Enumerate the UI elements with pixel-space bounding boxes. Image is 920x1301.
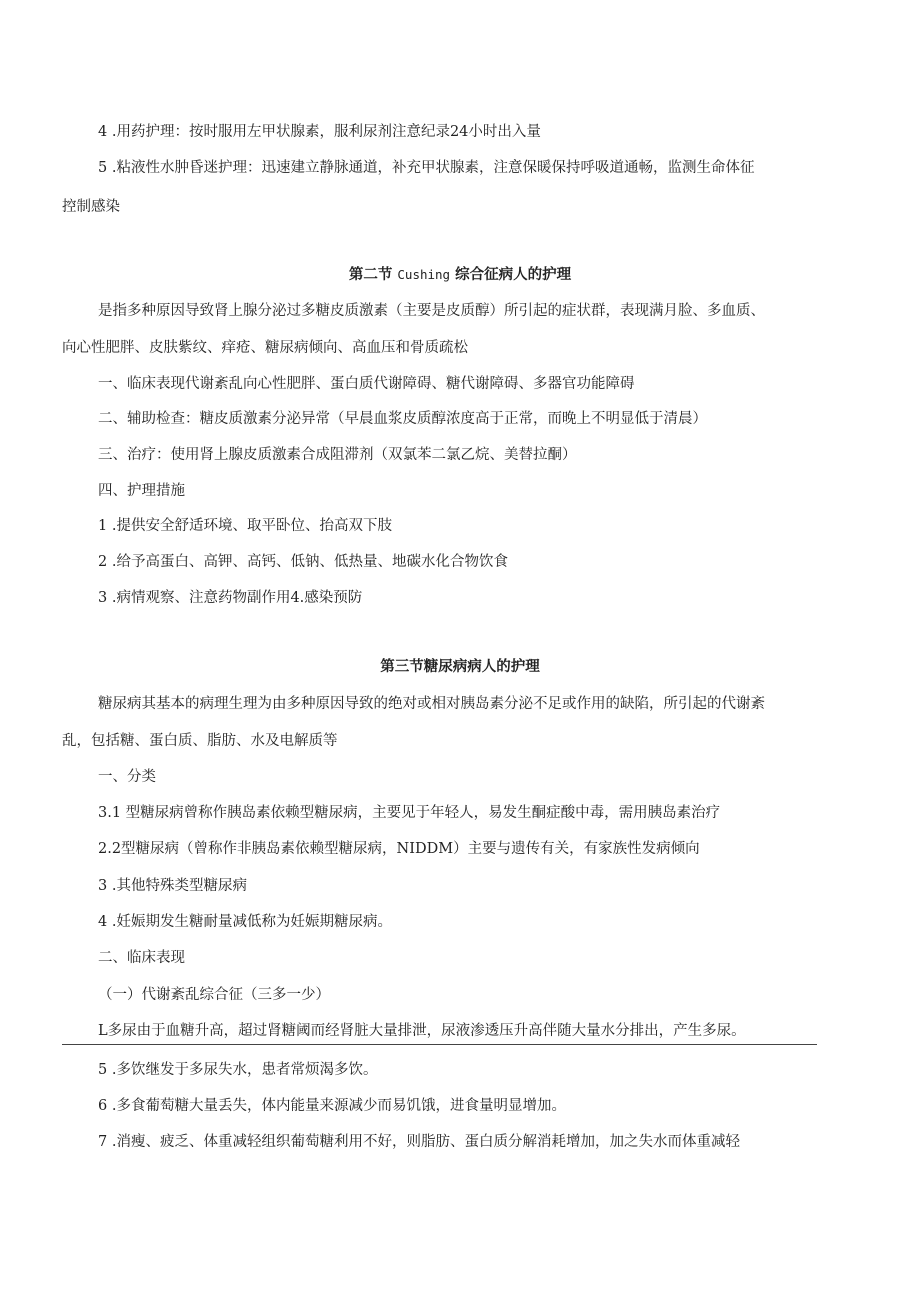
section-title-suffix: 综合征病人的护理: [455, 267, 572, 283]
list-item: 3.1 型糖尿病曾称作胰岛素依赖型糖尿病，主要见于年轻人，易发生酮症酸中毒，需用胰岛素治疗: [98, 805, 721, 821]
list-item: 1 .提供安全舒适环境、取平卧位、抬高双下肢: [98, 518, 392, 534]
list-item: 2 .给予高蛋白、高钾、高钙、低钠、低热量、地碳水化合物饮食: [98, 554, 508, 570]
list-item: 3 .病情观察、注意药物副作用4.感染预防: [98, 590, 363, 606]
list-item: 7 .消瘦、疲乏、体重减轻组织葡萄糖利用不好，则脂肪、蛋白质分解消耗增加，加之失水而体重减轻: [98, 1134, 740, 1150]
paragraph: 是指多种原因导致肾上腺分泌过多糖皮质激素（主要是皮质醇）所引起的症状群，表现满月脸、多血质、: [98, 303, 765, 319]
divider: [62, 1044, 817, 1045]
list-item: 2.2型糖尿病（曾称作非胰岛素依赖型糖尿病，NIDDM）主要与遗传有关，有家族性发病倾向: [98, 841, 700, 857]
list-item-continuation: 控制感染: [62, 199, 120, 215]
list-item: 5 .粘液性水肿昏迷护理：迅速建立静脉通道，补充甲状腺素，注意保暖保持呼吸道通畅，监测生命体征: [98, 160, 755, 176]
section-title: [0, 265, 920, 285]
list-item: 6 .多食葡萄糖大量丢失，体内能量来源减少而易饥饿，进食量明显增加。: [98, 1098, 566, 1114]
list-item: 4 .妊娠期发生糖耐量减低称为妊娠期糖尿病。: [98, 914, 392, 930]
section-title-term: Cushing: [397, 267, 451, 282]
paragraph: 二、辅助检查：糖皮质激素分泌异常（早晨血浆皮质醇浓度高于正常，而晚上不明显低于清晨）: [98, 411, 707, 427]
paragraph: 一、分类: [98, 769, 156, 785]
paragraph-continuation: 向心性肥胖、皮肤紫纹、痒疮、糖尿病倾向、高血压和骨质疏松: [62, 340, 468, 356]
list-item: 5 .多饮继发于多尿失水，患者常烦渴多饮。: [98, 1062, 378, 1078]
list-item: 4 .用药护理：按时服用左甲状腺素，服利尿剂注意纪录24小时出入量: [98, 124, 541, 140]
section-title: 第三节糖尿病病人的护理: [380, 659, 540, 675]
paragraph: 一、临床表现代谢紊乱向心性肥胖、蛋白质代谢障碍、糖代谢障碍、多器官功能障碍: [98, 376, 635, 392]
list-item: 3 .其他特殊类型糖尿病: [98, 878, 247, 894]
section-title-prefix: 第二节: [348, 267, 393, 283]
list-item: L多尿由于血糖升高，超过肾糖阈而经肾脏大量排泄，尿液渗透压升高伴随大量水分排出，产生多尿。: [98, 1023, 746, 1039]
paragraph: 三、治疗：使用肾上腺皮质激素合成阻滞剂（双氯苯二氯乙烷、美替拉酮）: [98, 447, 577, 463]
paragraph: 二、临床表现: [98, 950, 185, 966]
paragraph: （一）代谢紊乱综合征（三多一少）: [98, 987, 330, 1003]
paragraph: 糖尿病其基本的病理生理为由多种原因导致的绝对或相对胰岛素分泌不足或作用的缺陷，所引起的代谢紊: [98, 696, 765, 712]
paragraph-continuation: 乱，包括糖、蛋白质、脂肪、水及电解质等: [62, 733, 338, 749]
paragraph: 四、护理措施: [98, 483, 185, 499]
